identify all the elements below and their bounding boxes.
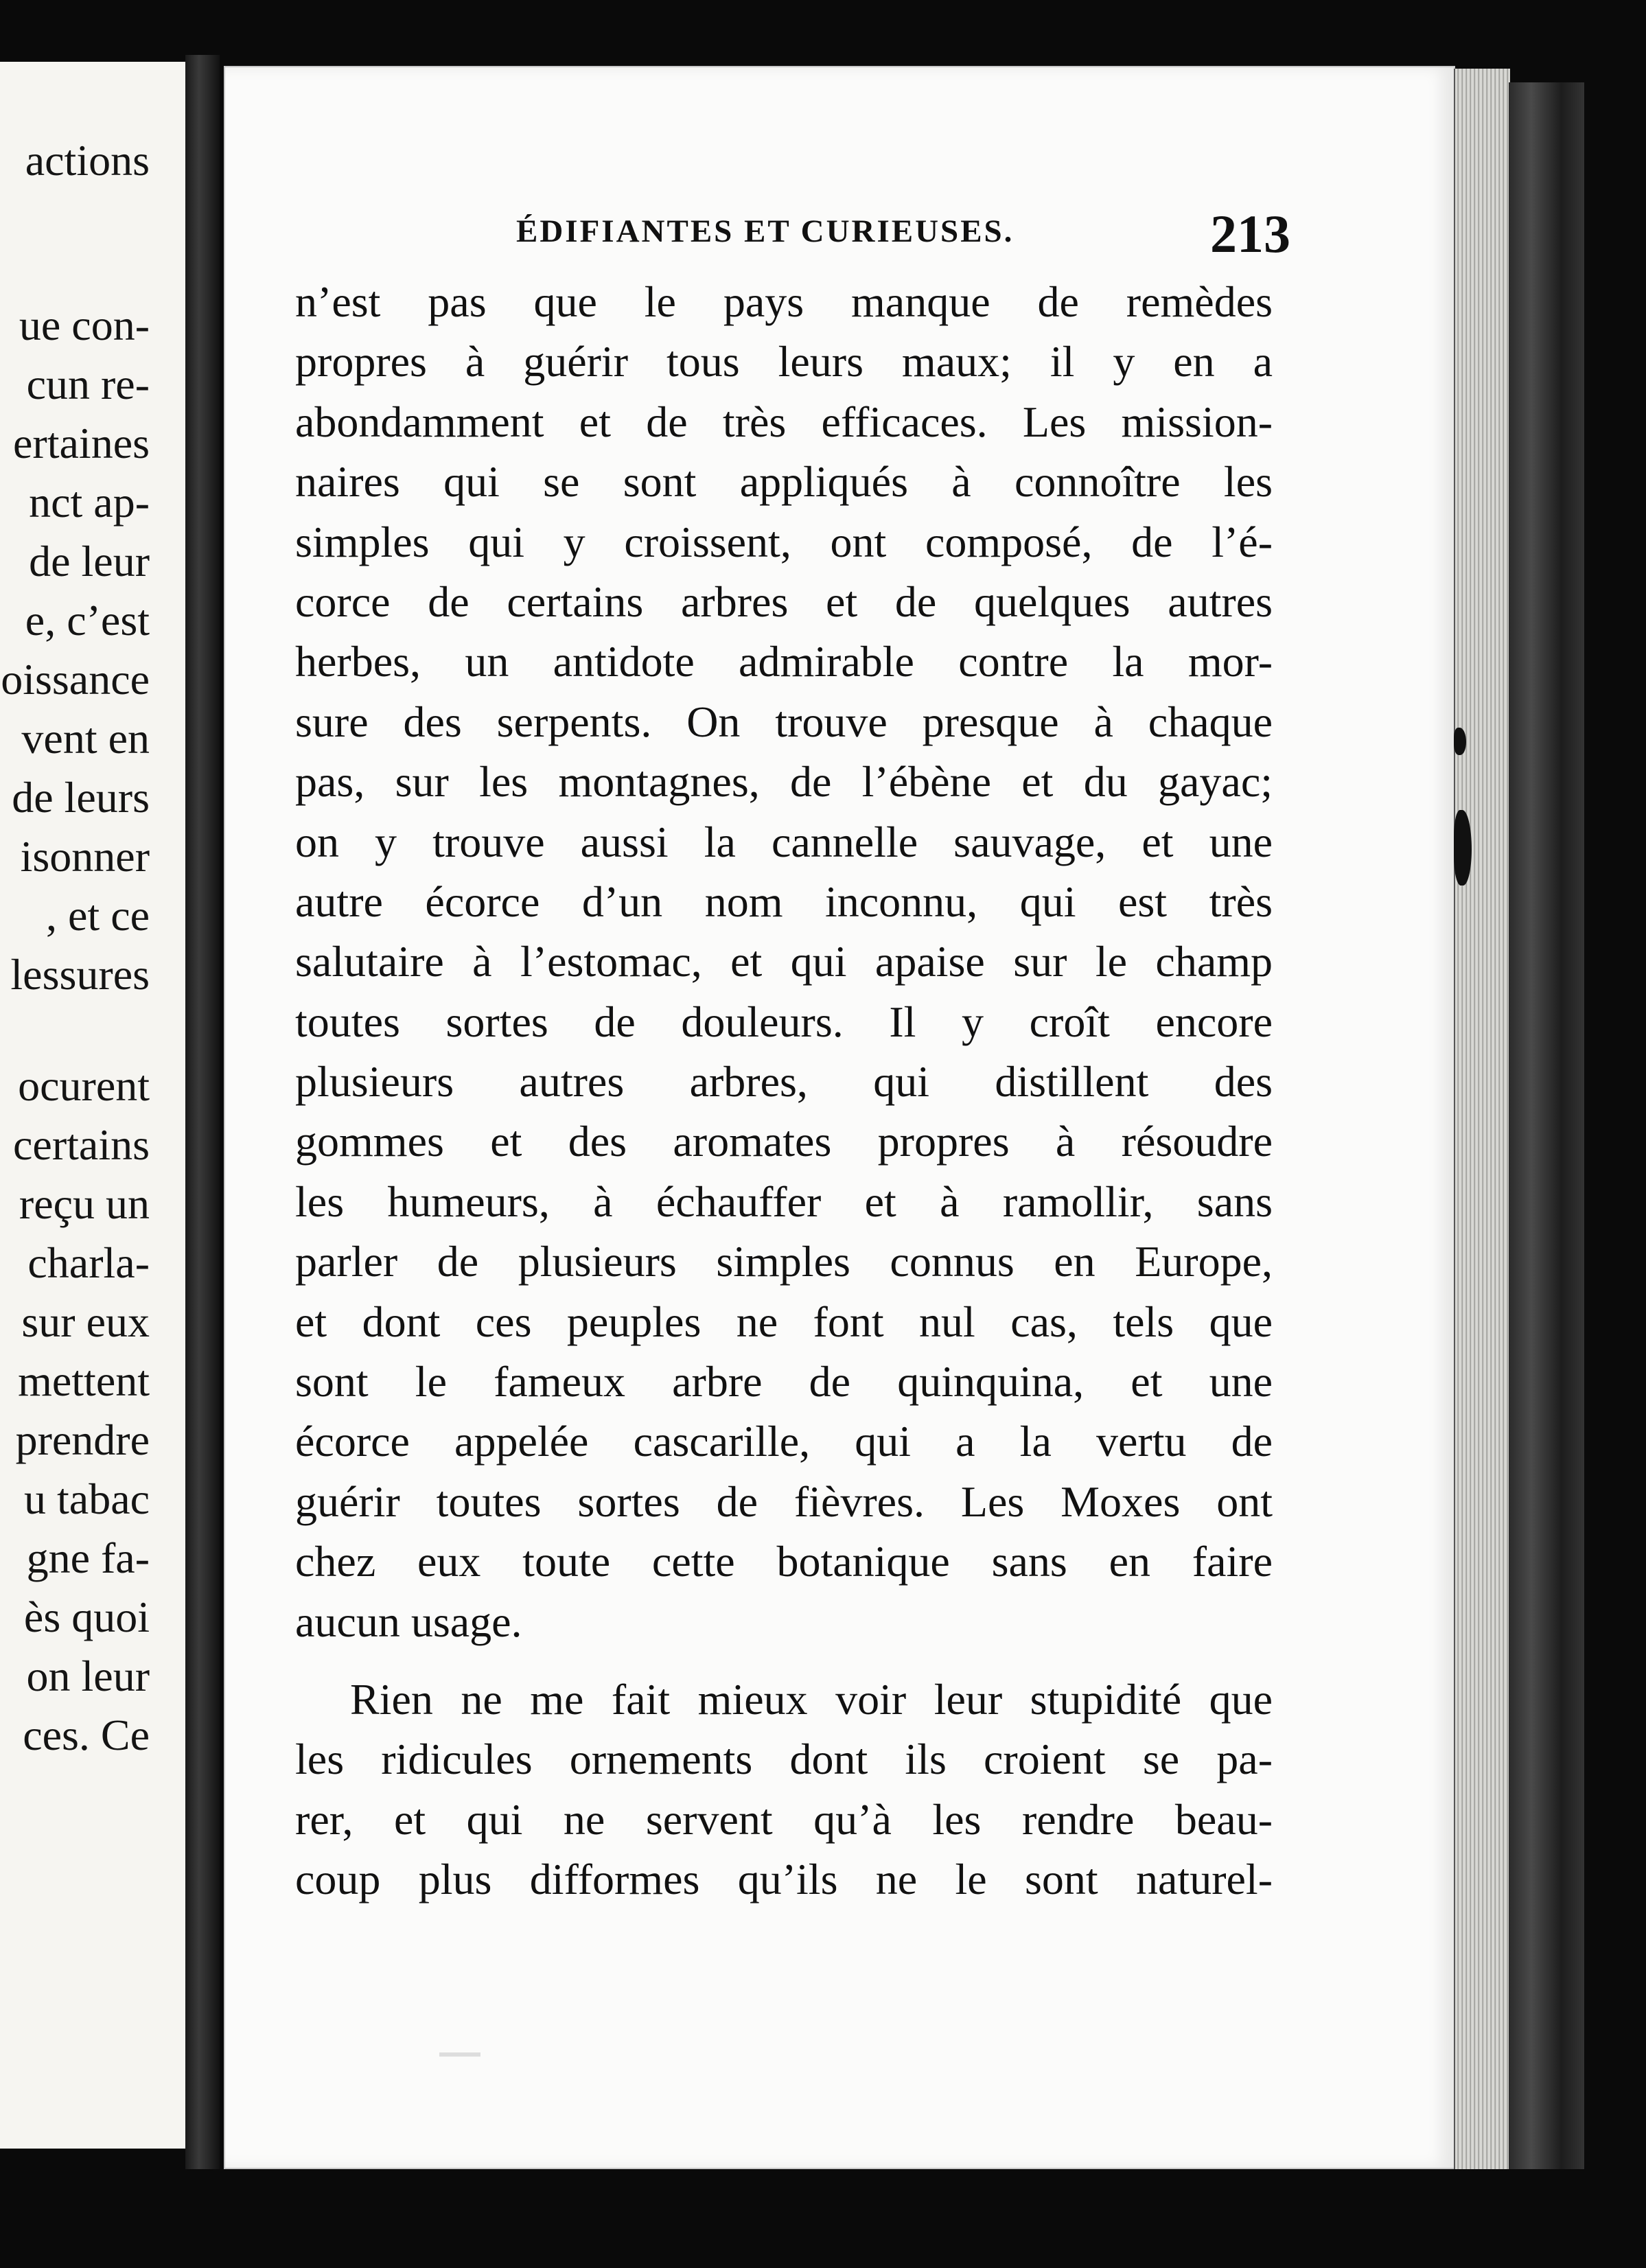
left-page-fragment: nct ap-	[29, 478, 150, 526]
text-line: coup plus difformes qu’ils ne le sont naturel-	[295, 1855, 1273, 1904]
left-page-fragment: charla-	[27, 1238, 150, 1287]
text-line: herbes, un antidote admirable contre la mor-	[295, 637, 1273, 686]
left-page-fragment: mettent	[18, 1356, 150, 1405]
left-page-fragment: prendre	[15, 1415, 150, 1464]
left-page-fragment: cun re-	[26, 360, 150, 408]
running-title: ÉDIFIANTES ET CURIEUSES.	[516, 213, 1015, 249]
text-line: sure des serpents. On trouve presque à chaque	[295, 697, 1273, 746]
left-page-fragment: ocurent	[18, 1061, 150, 1110]
paragraph-gap	[295, 1652, 1273, 1669]
text-line: chez eux toute cette botanique sans en faire	[295, 1537, 1273, 1586]
text-line: plusieurs autres arbres, qui distillent des	[295, 1057, 1273, 1107]
text-line: et dont ces peuples ne font nul cas, tels que	[295, 1297, 1273, 1346]
left-page-fragment: actions	[25, 136, 150, 185]
left-page-fragment: ue con-	[19, 301, 150, 349]
text-line: naires qui se sont appliqués à connoître les	[295, 457, 1273, 507]
text-line: les ridicules ornements dont ils croient se pa-	[295, 1735, 1273, 1784]
text-line: corce de certains arbres et de quelques autres	[295, 577, 1273, 626]
book-gutter	[185, 55, 220, 2169]
body-text	[295, 272, 1273, 1910]
left-page-fragment: u tabac	[24, 1474, 150, 1523]
left-page-fragment: sur eux	[21, 1297, 150, 1346]
text-line: sont le fameux arbre de quinquina, et une	[295, 1357, 1273, 1407]
text-line: rer, et qui ne servent qu’à les rendre beau-	[295, 1794, 1273, 1844]
text-line: propres à guérir tous leurs maux; il y en a	[295, 337, 1273, 386]
book-binding	[1509, 82, 1584, 2169]
left-page-fragment: gne fa-	[26, 1534, 150, 1582]
left-page-fragment: vent en	[21, 714, 150, 763]
left-facing-page	[0, 62, 187, 2149]
text-line: parler de plusieurs simples connus en Europe,	[295, 1237, 1273, 1286]
left-page-fragment: certains	[13, 1120, 150, 1169]
text-line: aucun usage.	[295, 1597, 522, 1646]
text-line: toutes sortes de douleurs. Il y croît encore	[295, 997, 1273, 1046]
text-line: salutaire à l’estomac, et qui apaise sur le champ	[295, 937, 1273, 986]
running-header	[295, 203, 1290, 264]
text-line: n’est pas que le pays manque de remèdes	[295, 277, 1273, 326]
page-number: 213	[1210, 204, 1290, 264]
left-page-fragment: isonner	[20, 832, 150, 881]
left-page-fragment: ces. Ce	[23, 1711, 150, 1759]
left-page-fragment: reçu un	[19, 1179, 150, 1228]
text-line: simples qui y croissent, ont composé, de l’é-	[295, 517, 1273, 566]
left-page-fragment: de leurs	[12, 773, 150, 822]
text-line: écorce appelée cascarille, qui a la vertu de	[295, 1417, 1273, 1466]
text-line: guérir toutes sortes de fièvres. Les Moxes ont	[295, 1477, 1273, 1526]
left-page-fragment: ès quoi	[23, 1593, 150, 1641]
ink-blot	[1454, 728, 1466, 755]
left-page-fragment: oissance	[1, 655, 150, 704]
text-line: gommes et des aromates propres à résoudre	[295, 1117, 1273, 1166]
text-line: Rien ne me fait mieux voir leur stupidité que	[350, 1674, 1273, 1724]
faint-mark	[439, 2052, 480, 2057]
left-page-fragment: e, c’est	[25, 596, 150, 645]
left-page-fragment: on leur	[26, 1652, 150, 1700]
ink-blot	[1454, 810, 1472, 886]
text-line: les humeurs, à échauffer et à ramollir, sans	[295, 1177, 1273, 1226]
left-page-fragment: , et ce	[46, 891, 150, 940]
text-line: pas, sur les montagnes, de l’ébène et du gayac;	[295, 757, 1273, 807]
text-line: autre écorce d’un nom inconnu, qui est très	[295, 877, 1273, 926]
text-line: on y trouve aussi la cannelle sauvage, et une	[295, 817, 1273, 866]
left-page-fragment: ertaines	[13, 419, 150, 467]
left-page-fragment: lessures	[10, 950, 150, 999]
text-line: abondamment et de très efficaces. Les mission-	[295, 397, 1273, 446]
page-stack-edge	[1454, 69, 1510, 2169]
left-page-fragment: de leur	[29, 537, 150, 586]
